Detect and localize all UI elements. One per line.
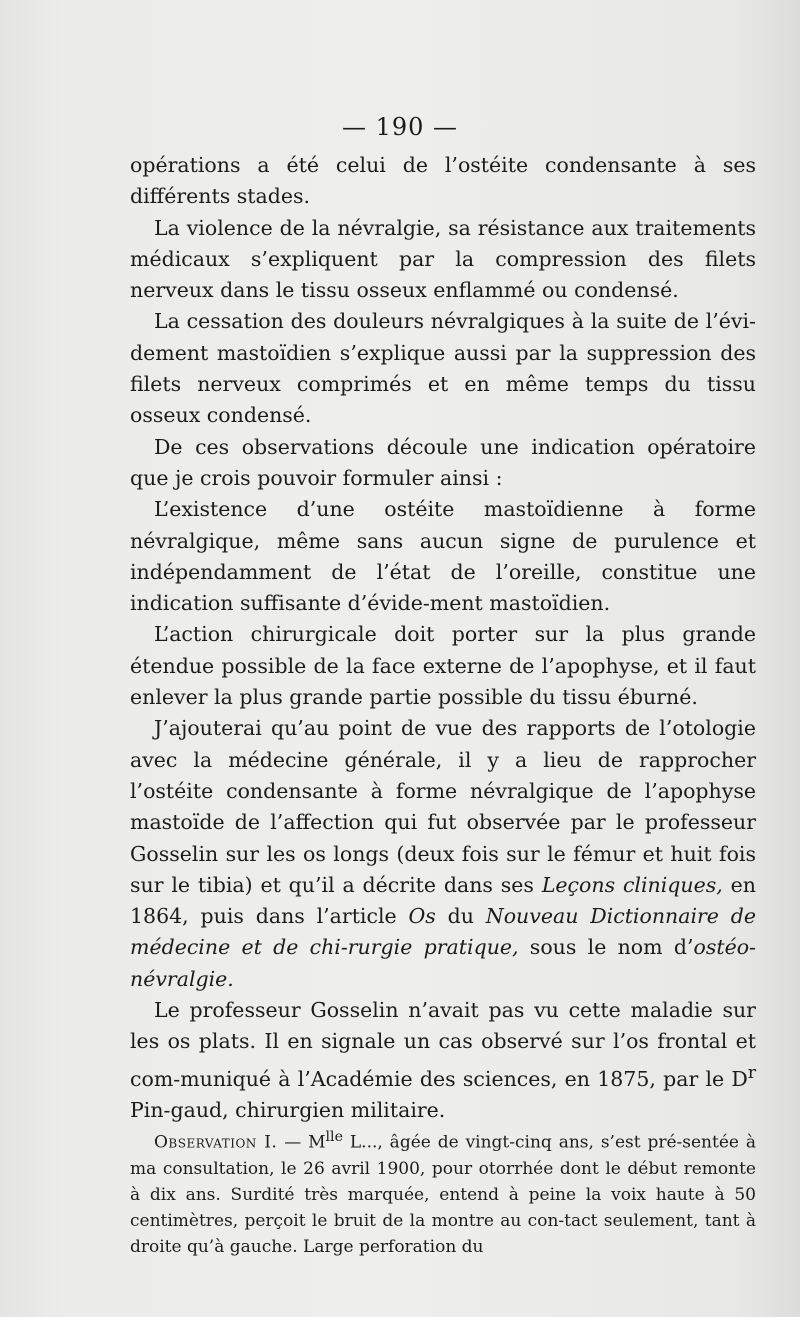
page-number: — 190 — — [341, 113, 459, 141]
text-run: en 1864, puis dans l’article — [130, 872, 756, 929]
observation-heading: Observation I. — [154, 1132, 278, 1153]
text-run: L..., âgée de vingt-cinq ans, s’est pré-sentée à ma consultation, le 26 avril 1900, pour otorrhée dont le début remonte à dix ans. Surdité très marquée, entend à peine la voix haute à 50 centimètres, perçoit le bruit de la montre au con-tact seulement, tant à droite qu’à gauche. Large perforation du — [130, 1132, 757, 1258]
italic-term: ostéo-névralgie. — [130, 935, 756, 991]
paragraph-gosselin — [130, 713, 756, 995]
observation-block — [130, 1124, 756, 1261]
text-run: J’ajouterai qu’au point de vue des rapports de l’otologie avec la médecine générale, il y a lieu de rapprocher l’ostéite condensante à forme névralgique de l’apophyse mastoïde de l’affection qui fut observée par le professeur Gosselin sur les os longs (deux fois sur le fémur et huit fois sur le tibia) et qu’il a décrite dans ses — [130, 716, 756, 897]
text-run: — M — [277, 1132, 326, 1153]
paragraph: L’existence d’une ostéite mastoïdienne à forme névralgique, même sans aucun signe de purulence et indépendamment de l’état de l’oreille, constitue une indication suffisante d’évide-ment mastoïdien. — [130, 497, 756, 616]
text-run: Pin-gaud, chirurgien militaire. — [130, 1097, 446, 1122]
paragraph: La violence de la névralgie, sa résistance aux traitements médicaux s’expliquent par la compression des filets nerveux dans le tissu osseux enflammé ou condensé. — [130, 215, 756, 303]
italic-title: Os — [408, 904, 436, 929]
paragraph: De ces observations découle une indication opératoire que je crois pouvoir formuler ainsi : — [130, 434, 756, 490]
italic-title: Nouveau Dictionnaire de médecine et de chi-rurgie pratique, — [130, 904, 757, 960]
paragraph: L’action chirurgicale doit porter sur la plus grande étendue possible de la face externe de l’apophyse, et il faut enlever la plus grande partie possible du tissu éburné. — [130, 622, 756, 710]
text-run: Le professeur Gosselin n’avait pas vu cette maladie sur les os plats. Il en signale un cas observé sur l’os frontal et com-muniqué à l’Académie des sciences, en 1875, par le D — [130, 998, 756, 1091]
italic-title: Leçons cliniques, — [541, 872, 723, 897]
main-text — [130, 150, 756, 1126]
observation-paragraph — [130, 1124, 756, 1261]
paragraph: opérations a été celui de l’ostéite condensante à ses différents stades. — [130, 153, 756, 209]
superscript: r — [747, 1062, 756, 1083]
text-run: sous le nom d’ — [518, 935, 694, 960]
paragraph: La cessation des douleurs névralgiques à la suite de l’évi-dement mastoïdien s’explique aussi par la suppression des filets nerveux comprimés et en même temps du tissu osseux condensé. — [130, 309, 756, 428]
text-run: du — [435, 904, 486, 929]
superscript: lle — [325, 1129, 343, 1145]
paragraph-last — [130, 995, 756, 1126]
